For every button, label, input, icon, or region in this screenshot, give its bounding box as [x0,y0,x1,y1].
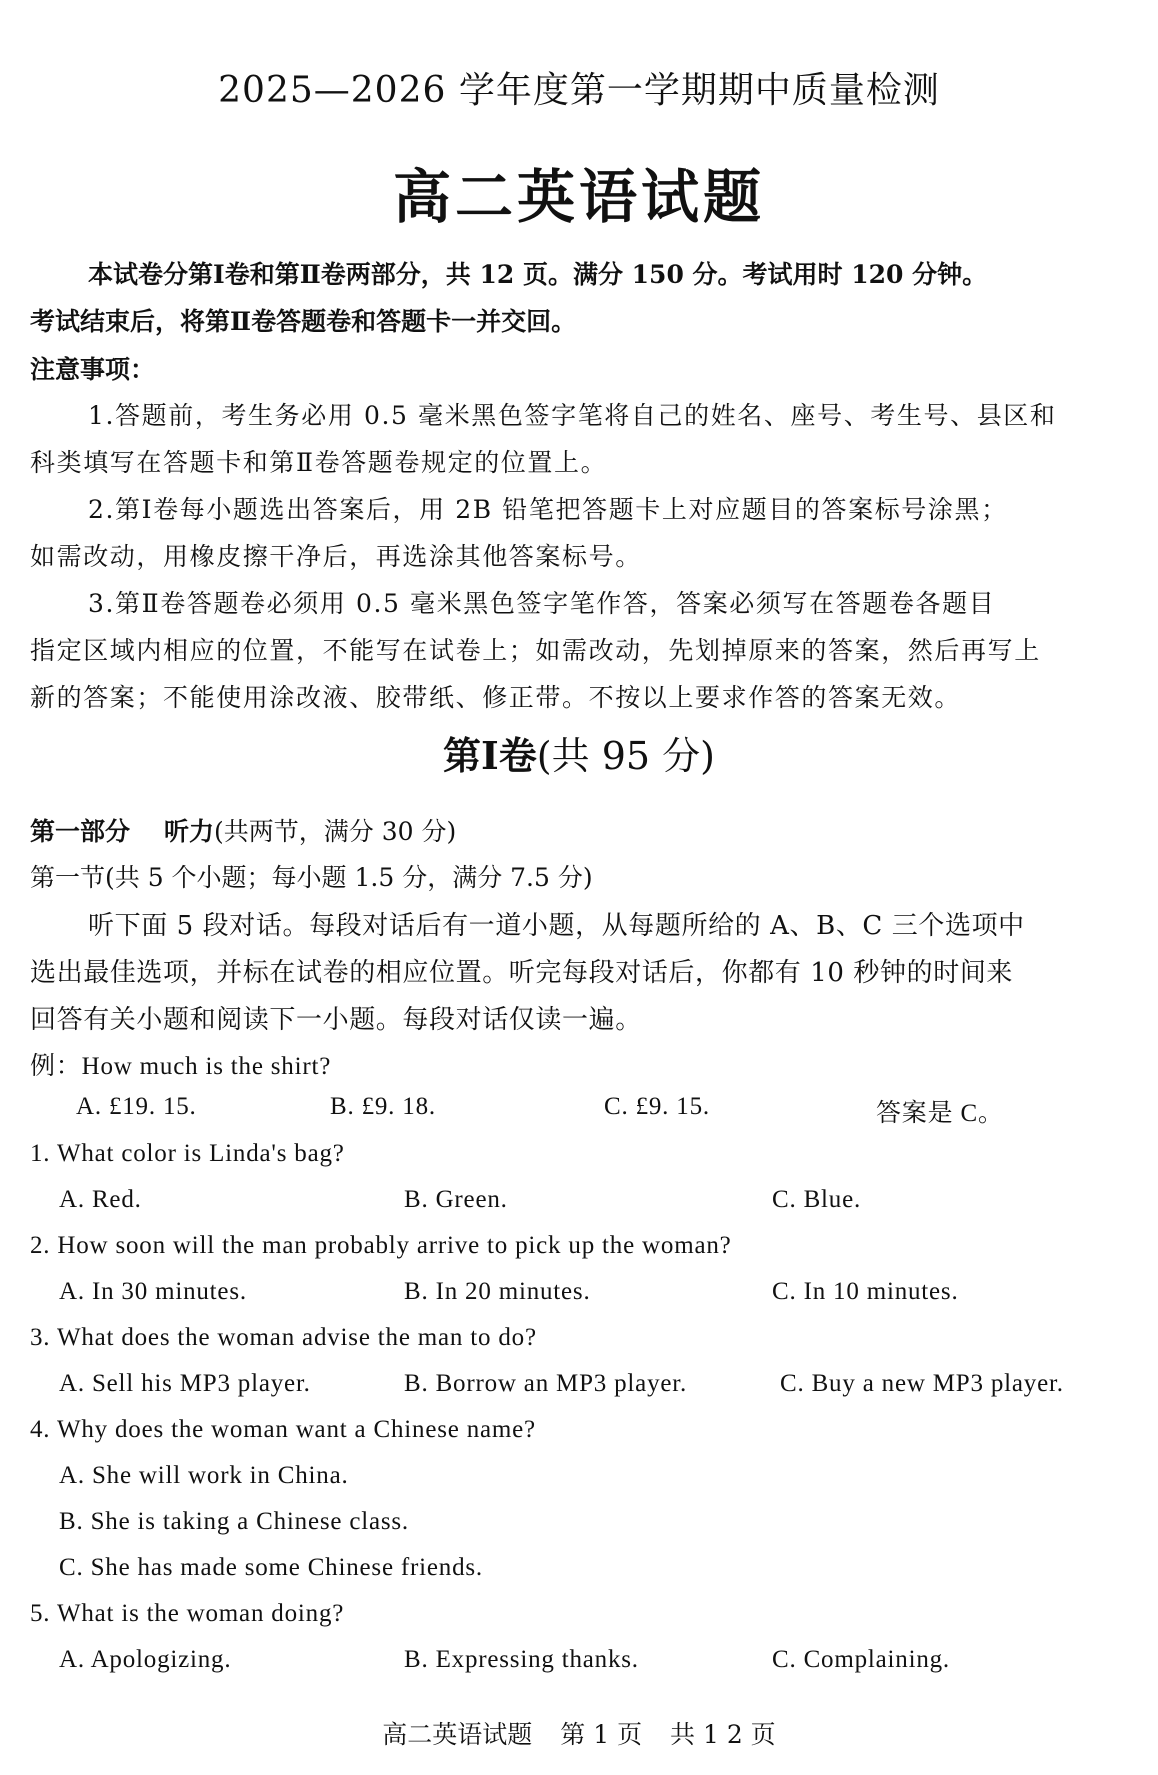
exam-title: 高二英语试题 [392,163,765,231]
question-5: 5. What is the woman doing? [30,1600,345,1627]
q2-option-c: C. In 10 minutes. [772,1278,959,1305]
part-title: 听力 [164,817,215,846]
q4-option-b: B. She is taking a Chinese class. [59,1508,409,1535]
part-detail: (共两节，满分 30 分) [214,817,457,846]
question-3: 3. What does the woman advise the man to do? [30,1324,537,1351]
footer-page-total: 共 1 2 页 [670,1720,776,1749]
question-4: 4. Why does the woman want a Chinese name? [30,1416,536,1443]
q2-option-a: A. In 30 minutes. [59,1278,247,1305]
q1-option-b: B. Green. [404,1186,508,1213]
part-name: 第一部分 [30,817,131,846]
volume-score: (共 95 分) [536,734,715,778]
q2-option-b: B. In 20 minutes. [404,1278,591,1305]
note-3-line-3: 新的答案；不能使用涂改液、胶带纸、修正带。不按以上要求作答的答案无效。 [30,683,962,712]
page-footer [0,1715,1158,1751]
note-3-line-2: 指定区域内相应的位置，不能写在试卷上；如需改动，先划掉原来的答案，然后再写上 [30,636,1041,665]
intro-line-2: 考试结束后，将第Ⅱ卷答题卷和答题卡一并交回。 [30,307,577,336]
example-option-a: A. £19. 15. [76,1093,197,1120]
instruction-line-2: 选出最佳选项，并标在试卷的相应位置。听完每段对话后，你都有 10 秒钟的时间来 [30,958,1014,988]
section-heading: 第一节(共 5 个小题；每小题 1.5 分，满分 7.5 分) [30,863,593,892]
intro-line-1: 本试卷分第Ⅰ卷和第Ⅱ卷两部分，共 12 页。满分 150 分。考试用时 120 分钟。 [88,260,988,289]
example-question: 例：How much is the shirt? [30,1053,332,1080]
volume-title [0,725,1158,780]
note-1-line-1: 1.答题前，考生务必用 0.5 毫米黑色签字笔将自己的姓名、座号、考生号、县区和 [88,401,1057,430]
question-2: 2. How soon will the man probably arrive to pick up the woman? [30,1232,732,1259]
example-option-c: C. £9. 15. [604,1093,710,1120]
note-3-line-1: 3.第Ⅱ卷答题卷必须用 0.5 毫米黑色签字笔作答，答案必须写在答题卷各题目 [88,589,996,618]
q4-option-a: A. She will work in China. [59,1462,349,1489]
exam-term-title: 2025—2026 学年度第一学期期中质量检测 [218,70,940,111]
q3-option-c: C. Buy a new MP3 player. [780,1370,1064,1397]
q5-option-c: C. Complaining. [772,1646,950,1673]
notes-heading: 注意事项： [30,355,156,384]
q3-option-a: A. Sell his MP3 player. [59,1370,311,1397]
q3-option-b: B. Borrow an MP3 player. [404,1370,688,1397]
q1-option-a: A. Red. [59,1186,142,1213]
example-answer: 答案是 C。 [876,1100,1004,1127]
example-option-b: B. £9. 18. [330,1093,436,1120]
note-2-line-1: 2.第Ⅰ卷每小题选出答案后，用 2B 铅笔把答题卡上对应题目的答案标号涂黑； [88,495,1008,524]
note-2-line-2: 如需改动，用橡皮擦干净后，再选涂其他答案标号。 [30,542,642,571]
q1-option-c: C. Blue. [772,1186,862,1213]
footer-subject: 高二英语试题 [382,1720,533,1749]
part-heading [30,812,456,848]
q5-option-a: A. Apologizing. [59,1646,232,1673]
volume-name: 第Ⅰ卷 [443,733,537,778]
question-1: 1. What color is Linda's bag? [30,1140,345,1167]
instruction-line-3: 回答有关小题和阅读下一小题。每段对话仅读一遍。 [30,1005,642,1035]
q5-option-b: B. Expressing thanks. [404,1646,639,1673]
footer-page-number: 第 1 页 [560,1720,643,1749]
instruction-line-1: 听下面 5 段对话。每段对话后有一道小题，从每题所给的 A、B、C 三个选项中 [88,911,1025,941]
note-1-line-2: 科类填写在答题卡和第Ⅱ卷答题卷规定的位置上。 [30,448,608,477]
q4-option-c: C. She has made some Chinese friends. [59,1554,483,1581]
